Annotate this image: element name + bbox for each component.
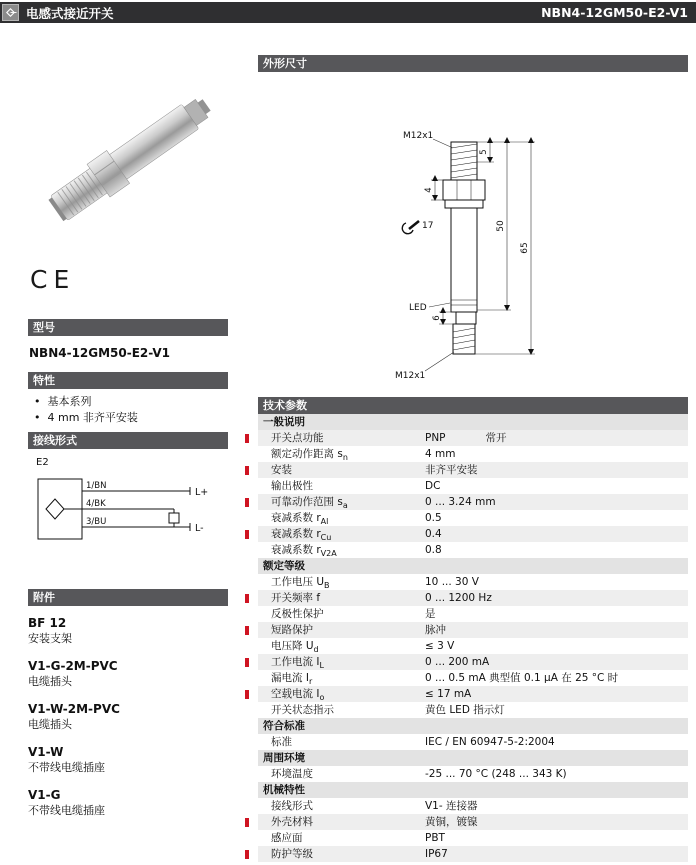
table-row — [258, 734, 688, 750]
param-value: DC — [425, 480, 441, 492]
sensor-outline — [443, 142, 485, 354]
accessories-section-heading: 附件 — [28, 589, 228, 606]
param-value: 0 ... 1200 Hz — [425, 592, 492, 604]
accessory-item — [28, 744, 228, 776]
table-row — [258, 702, 688, 718]
table-row — [258, 430, 688, 446]
table-row — [258, 686, 688, 702]
accessory-model: V1-W — [28, 745, 64, 759]
table-section-heading: 一般说明 — [258, 414, 688, 430]
dimension-lines — [425, 139, 535, 371]
param-value: 脉冲 — [425, 624, 446, 636]
param-value: 0 ... 200 mA — [425, 656, 490, 668]
tech-table — [258, 414, 688, 862]
dim-thread-bottom-label: M12x1 — [395, 371, 426, 381]
table-row — [258, 830, 688, 846]
param-label: 外壳材料 — [271, 816, 313, 828]
param-label: 衰减系数 $r_{Cu}$ — [271, 528, 332, 542]
wrench-icon — [402, 221, 419, 234]
product-number: NBN4-12GM50-E2-V1 — [541, 5, 688, 20]
param-value: ≤ 17 mA — [425, 688, 472, 700]
param-value: IP67 — [425, 848, 448, 860]
param-value: -25 ... 70 °C (248 ... 343 K) — [425, 768, 567, 780]
param-label-subscript: n — [342, 453, 348, 462]
sensor-details — [451, 144, 477, 350]
param-label-subscript: o — [319, 693, 325, 702]
param-value-extra: 常开 — [485, 432, 507, 444]
accessory-description: 安装支架 — [28, 632, 72, 645]
param-value: 非齐平安装 — [425, 464, 478, 476]
param-value: 0 ... 3.24 mm — [425, 496, 496, 508]
accessory-model: V1-W-2M-PVC — [28, 702, 120, 716]
table-row — [258, 590, 688, 606]
product-photo — [28, 55, 228, 265]
param-label: 衰减系数 $r_{Al}$ — [271, 512, 329, 526]
param-label: 电压降 $U_d$ — [271, 640, 319, 654]
sensor-type-icon — [2, 4, 19, 21]
accessory-description: 电缆插头 — [28, 718, 72, 731]
param-value: 4 mm — [425, 448, 456, 460]
param-value: IEC / EN 60947-5-2:2004 — [425, 736, 555, 748]
param-value: 0.8 — [425, 544, 442, 556]
dim-50-label: 50 — [496, 220, 506, 232]
param-value: 黄色 LED 指示灯 — [425, 704, 505, 716]
features-section-heading: 特性 — [28, 372, 228, 389]
accessories-list — [28, 606, 228, 819]
param-label: 开关频率 f — [271, 592, 321, 604]
tech-section-heading: 技术参数 — [258, 397, 688, 414]
led-label: LED — [409, 303, 427, 313]
table-row — [258, 574, 688, 590]
wiring-diagram — [28, 449, 228, 587]
accessory-item — [28, 658, 228, 690]
param-label-subscript: B — [324, 581, 330, 590]
param-label: 空载电流 $I_o$ — [271, 688, 325, 702]
wiring-lines — [38, 479, 190, 539]
table-row — [258, 446, 688, 462]
accessory-item — [28, 787, 228, 819]
supply-minus-label: L- — [195, 523, 204, 534]
param-label: 防护等级 — [271, 848, 313, 860]
param-label-subscript: Al — [320, 517, 329, 526]
param-value: 0.5 — [425, 512, 442, 524]
param-label: 漏电流 $I_r$ — [271, 672, 313, 686]
dim-5-label: 5 — [479, 149, 489, 155]
dimensions-section-heading: 外形尺寸 — [258, 55, 688, 72]
table-row — [258, 462, 688, 478]
param-label: 短路保护 — [271, 624, 313, 636]
table-row — [258, 766, 688, 782]
feature-item: • 基本系列 — [34, 394, 226, 410]
param-label: 工作电压 $U_B$ — [271, 576, 330, 590]
table-section-heading: 符合标准 — [258, 718, 688, 734]
ce-mark: CE — [30, 265, 76, 294]
param-label: 标准 — [271, 736, 292, 748]
table-section-heading: 周围环境 — [258, 750, 688, 766]
param-label: 安装 — [271, 464, 292, 476]
accessory-item — [28, 701, 228, 733]
dim-4-label: 4 — [424, 187, 434, 193]
table-section-heading: 机械特性 — [258, 782, 688, 798]
param-value: V1- 连接器 — [425, 800, 478, 812]
param-label: 反极性保护 — [271, 608, 324, 620]
table-row — [258, 670, 688, 686]
param-label: 衰减系数 $r_{V2A}$ — [271, 544, 337, 558]
param-value: 0.4 — [425, 528, 442, 540]
terminal-label: 3/BU — [86, 517, 107, 527]
param-label-subscript: r — [308, 677, 313, 686]
accessory-description: 不带线电缆插座 — [28, 804, 105, 817]
table-row — [258, 638, 688, 654]
features-list — [28, 389, 228, 432]
terminal-label: 4/BK — [86, 499, 106, 509]
param-label-subscript: L — [319, 661, 324, 670]
header-bar — [0, 2, 696, 23]
dim-thread-top-label: M12x1 — [403, 131, 434, 141]
param-label: 输出极性 — [271, 480, 313, 492]
supply-plus-label: L+ — [195, 487, 209, 498]
right-column — [258, 55, 688, 862]
param-value: PNP 常开 — [425, 432, 507, 444]
table-row — [258, 542, 688, 558]
param-label-subscript: Cu — [320, 533, 332, 542]
accessory-model: V1-G — [28, 788, 61, 802]
table-row — [258, 526, 688, 542]
left-column — [28, 55, 228, 830]
table-row — [258, 494, 688, 510]
dim-6-label: 6 — [432, 315, 442, 321]
connection-section-heading: 接线形式 — [28, 432, 228, 449]
param-label: 感应面 — [271, 832, 303, 844]
param-value: 0 ... 0.5 mA 典型值 0.1 μA 在 25 °C 时 — [425, 672, 619, 684]
table-row — [258, 654, 688, 670]
param-label: 开关状态指示 — [271, 704, 334, 716]
feature-item: • 4 mm 非齐平安装 — [34, 410, 226, 426]
param-label-subscript: d — [313, 645, 319, 654]
dim-17-label: 17 — [422, 221, 434, 231]
table-row — [258, 606, 688, 622]
accessory-model: BF 12 — [28, 616, 67, 630]
param-label: 工作电流 $I_L$ — [271, 656, 324, 670]
param-value: 黄铜，镀镍 — [425, 816, 478, 828]
table-row — [258, 814, 688, 830]
accessory-item — [28, 615, 228, 647]
accessory-model: V1-G-2M-PVC — [28, 659, 118, 673]
table-section-heading: 额定等级 — [258, 558, 688, 574]
param-value: ≤ 3 V — [425, 640, 455, 652]
model-number: NBN4-12GM50-E2-V1 — [29, 346, 171, 360]
table-row — [258, 622, 688, 638]
page-title: 电感式接近开关 — [26, 5, 114, 21]
param-label: 额定动作距离 $s_n$ — [271, 448, 348, 462]
accessory-description: 电缆插头 — [28, 675, 72, 688]
table-row — [258, 798, 688, 814]
param-value: 10 ... 30 V — [425, 576, 479, 588]
param-label: 接线形式 — [271, 800, 313, 812]
wiring-type-label: E2 — [36, 457, 49, 468]
dim-65-label: 65 — [520, 242, 530, 254]
param-label: 可靠动作范围 $s_a$ — [271, 496, 348, 510]
param-value: PBT — [425, 832, 445, 844]
param-label: 开关点功能 — [271, 432, 324, 444]
param-value: 是 — [425, 608, 436, 620]
param-label-subscript: V2A — [320, 549, 337, 558]
model-section-heading: 型号 — [28, 319, 228, 336]
table-row — [258, 510, 688, 526]
dimension-drawing — [258, 72, 688, 397]
terminal-label: 1/BN — [86, 481, 107, 491]
param-label-subscript: a — [342, 501, 348, 510]
param-label: 环境温度 — [271, 768, 313, 780]
table-row — [258, 478, 688, 494]
accessory-description: 不带线电缆插座 — [28, 761, 105, 774]
table-row — [258, 846, 688, 862]
